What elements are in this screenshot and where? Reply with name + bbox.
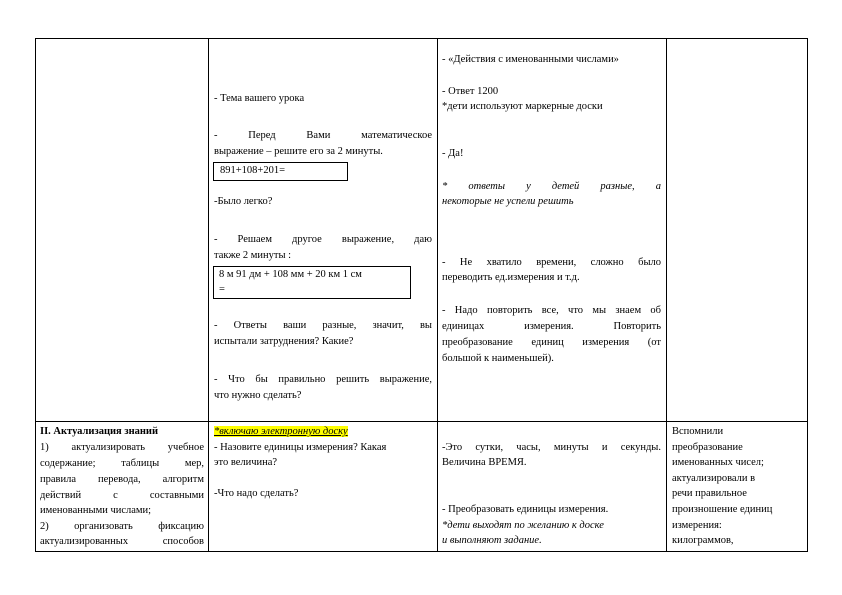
electronic-board-note — [214, 424, 348, 440]
units-question-line1: - Назовите единицы измерения? Какая — [214, 442, 387, 453]
yes-answer: - Да! — [442, 148, 464, 159]
lesson-topic-prompt: - Тема вашего урока — [214, 93, 305, 104]
easy-question: -Было легко? — [214, 196, 273, 207]
task1-line1: - Перед Вами математическое — [214, 130, 432, 141]
result-line1: Вспомнили — [672, 426, 724, 437]
result-line5: речи правильное — [672, 488, 747, 499]
expression-2-line2: = — [219, 284, 225, 295]
not-enough-time-line1: - Не хватило времени, сложно было — [442, 257, 661, 268]
not-enough-time-line2: переводить ед.измерения и т.д. — [442, 272, 580, 283]
repeat-line1: - Надо повторить все, что мы знаем об — [442, 305, 661, 316]
column-divider-2 — [437, 38, 438, 551]
column-divider-1 — [208, 38, 209, 551]
repeat-line2: единицах измерения. Повторить — [442, 321, 661, 332]
electronic-board-highlight: *включаю электронную доску — [214, 426, 348, 437]
answer-1200: - Ответ 1200 — [442, 86, 499, 97]
table-border-left — [35, 38, 36, 551]
task2-line2: также 2 минуты : — [214, 250, 292, 261]
units-question-line2: это величина? — [214, 457, 278, 468]
result-line6: произношение единиц — [672, 504, 773, 515]
different-answers-line2: некоторые не успели решить — [442, 196, 574, 207]
board-task-line1: *дети выходят по желанию к доске — [442, 520, 604, 531]
stage-goal-line1: 1) актуализировать учебное — [40, 442, 204, 453]
column-divider-3 — [666, 38, 667, 551]
stage-goal-line6: 2) организовать фиксацию — [40, 521, 204, 532]
table-border-bottom — [35, 551, 808, 552]
task1-line2: выражение – решите его за 2 минуты. — [214, 146, 383, 157]
table-border-top — [35, 38, 808, 39]
repeat-line4: большой к наименьшей). — [442, 353, 554, 364]
solve-line1: - Что бы правильно решить выражение, — [214, 374, 432, 385]
table-border-right — [807, 38, 808, 551]
different-answers-line1: * ответы у детей разные, а — [442, 181, 661, 192]
result-line2: преобразование — [672, 442, 743, 453]
marker-boards-note: *дети используют маркерные доски — [442, 101, 603, 112]
board-task-line2: и выполняют задание. — [442, 535, 542, 546]
stage-goal-line4: действий с составными — [40, 490, 204, 501]
stage-goal-line2: содержание; таблицы мер, — [40, 458, 204, 469]
time-units-answer-line2: Величина ВРЕМЯ. — [442, 457, 527, 468]
result-line8: килограммов, — [672, 535, 734, 546]
answers-line1: - Ответы ваши разные, значит, вы — [214, 320, 432, 331]
row-divider — [35, 421, 808, 422]
stage-goal-line7: актуализированных способов — [40, 536, 204, 547]
solve-line2: что нужно сделать? — [214, 390, 302, 401]
task2-line1: - Решаем другое выражение, даю — [214, 234, 432, 245]
result-line4: актуализировали в — [672, 473, 756, 484]
stage-heading: II. Актуализация знаний — [40, 426, 159, 437]
result-line7: измерения: — [672, 520, 722, 531]
convert-units-answer: - Преобразовать единицы измерения. — [442, 504, 609, 515]
lesson-title: - «Действия с именованными числами» — [442, 54, 619, 65]
expression-2-line1: 8 м 91 дм + 108 мм + 20 км 1 см — [219, 269, 362, 280]
what-to-do-question: -Что надо сделать? — [214, 488, 299, 499]
expression-box-1 — [213, 162, 348, 181]
repeat-line3: преобразование единиц измерения (от — [442, 337, 661, 348]
answers-line2: испытали затруднения? Какие? — [214, 336, 354, 347]
expression-box-2 — [213, 266, 411, 299]
stage-goal-line3: правила перевода, алгоритм — [40, 474, 204, 485]
stage-goal-line5: именованными числами; — [40, 505, 152, 516]
result-line3: именованных чисел; — [672, 457, 764, 468]
expression-1: 891+108+201= — [220, 165, 286, 176]
time-units-answer-line1: -Это сутки, часы, минуты и секунды. — [442, 442, 661, 453]
